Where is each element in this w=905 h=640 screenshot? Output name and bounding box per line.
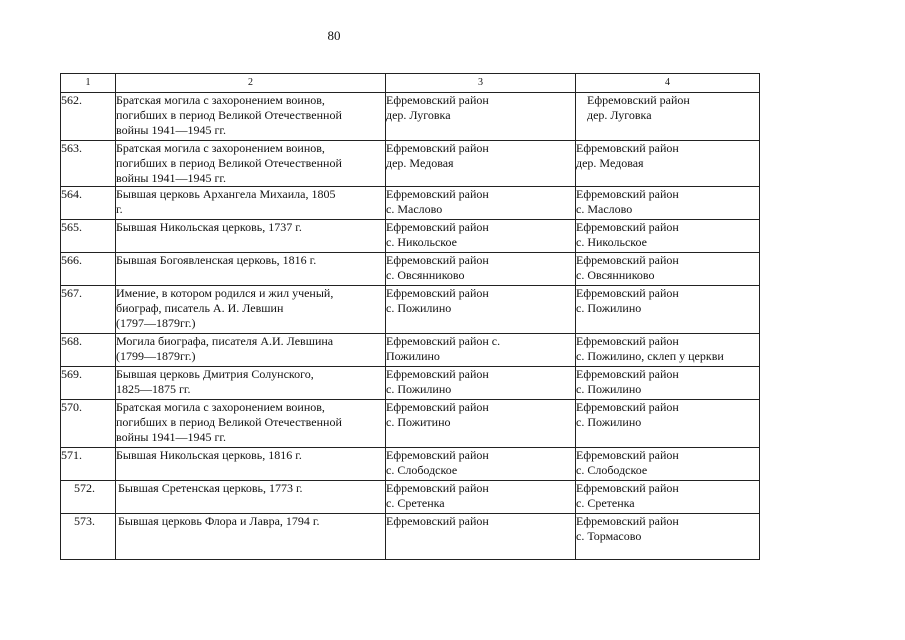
district-cell [386,253,576,286]
monument-name [116,448,386,481]
row-number: 568. [61,334,116,367]
district-cell-line: с. Пожилино [386,301,452,315]
location-cell-line: Ефремовский район [576,481,679,495]
district-cell [386,286,576,334]
table-row [61,93,760,141]
location-cell [576,253,760,286]
monument-name-line: Бывшая церковь Флора и Лавра, 1794 г. [118,514,320,528]
monument-name [116,286,386,334]
table-row [61,448,760,481]
monument-name [116,141,386,187]
monument-name [116,400,386,448]
location-cell-line: Ефремовский район [576,220,679,234]
table-row [61,220,760,253]
district-cell-line: Ефремовский район [386,141,489,155]
location-cell-line: с. Тормасово [576,529,642,543]
location-cell [576,400,760,448]
district-cell [386,514,576,560]
location-cell-line: Ефремовский район [576,400,679,414]
district-cell-line: с. Маслово [386,202,443,216]
location-cell [576,367,760,400]
district-cell-line: с. Слободское [386,463,458,477]
row-number: 573. [61,514,116,560]
monument-name [116,514,386,560]
monument-name [116,253,386,286]
monument-name-line: Братская могила с захоронением воинов, [116,141,325,155]
monument-name [116,93,386,141]
district-cell [386,93,576,141]
monument-name-line: Имение, в котором родился и жил ученый, [116,286,334,300]
location-cell-line: Ефремовский район [576,367,679,381]
monument-name-line: (1797—1879гг.) [116,316,196,330]
district-cell-line: Ефремовский район [386,400,489,414]
location-cell-line: дер. Медовая [576,156,644,170]
district-cell-line: Ефремовский район [386,481,489,495]
location-cell-line: с. Пожилино, склеп у церкви [576,349,724,363]
monument-name-line: Бывшая Богоявленская церковь, 1816 г. [116,253,317,267]
monument-name [116,334,386,367]
district-cell-line: Ефремовский район [386,253,489,267]
monument-name [116,187,386,220]
district-cell [386,187,576,220]
district-cell-line: Ефремовский район [386,514,489,528]
monument-name-line: Бывшая Никольская церковь, 1816 г. [116,448,302,462]
location-cell [576,514,760,560]
location-cell-line: Ефремовский район [576,514,679,528]
monument-name [116,367,386,400]
location-cell-line: с. Маслово [576,202,633,216]
monument-name-line: 1825—1875 гг. [116,382,191,396]
location-cell [576,220,760,253]
district-cell-line: с. Пожитино [386,415,451,429]
monument-name-line: (1799—1879гг.) [116,349,196,363]
location-cell-line: Ефремовский район [576,448,679,462]
district-cell [386,481,576,514]
monument-name-line: погибших в период Великой Отечественной [116,415,342,429]
location-cell-line: дер. Луговка [587,108,652,122]
column-header: 3 [386,74,576,93]
column-header: 1 [61,74,116,93]
location-cell-line: с. Овсянниково [576,268,655,282]
location-cell-line: Ефремовский район [587,93,690,107]
district-cell [386,220,576,253]
row-number: 564. [61,187,116,220]
location-cell-line: Ефремовский район [576,286,679,300]
monument-name [116,220,386,253]
row-number: 569. [61,367,116,400]
location-cell-line: Ефремовский район [576,253,679,267]
district-cell [386,141,576,187]
monument-name-line: Братская могила с захоронением воинов, [116,400,325,414]
monument-name-line: Могила биографа, писателя А.И. Левшина [116,334,334,348]
monument-name-line: Бывшая церковь Архангела Михаила, 1805 [116,187,336,201]
table-row [61,286,760,334]
location-cell-line: с. Слободское [576,463,648,477]
district-cell-line: Ефремовский район [386,448,489,462]
monument-name-line: погибших в период Великой Отечественной [116,156,342,170]
district-cell [386,367,576,400]
location-cell-line: с. Пожилино [576,382,642,396]
table-row [61,141,760,187]
location-cell [576,286,760,334]
location-cell-line: с. Пожилино [576,301,642,315]
district-cell-line: Пожилино [386,349,440,363]
table-row [61,481,760,514]
location-cell [576,93,760,141]
location-cell [576,141,760,187]
district-cell-line: дер. Луговка [386,108,451,122]
location-cell-line: с. Пожилино [576,415,642,429]
table-row [61,334,760,367]
monument-name-line: Бывшая Сретенская церковь, 1773 г. [118,481,303,495]
table-row [61,400,760,448]
row-number: 565. [61,220,116,253]
location-cell-line: с. Сретенка [576,496,635,510]
heritage-registry-table [60,73,760,560]
monument-name-line: Бывшая Никольская церковь, 1737 г. [116,220,302,234]
monument-name-line: погибших в период Великой Отечественной [116,108,342,122]
district-cell [386,334,576,367]
row-number: 562. [61,93,116,141]
district-cell-line: Ефремовский район [386,286,489,300]
district-cell-line: Ефремовский район [386,220,489,234]
district-cell-line: с. Сретенка [386,496,445,510]
district-cell-line: Ефремовский район [386,367,489,381]
monument-name-line: войны 1941—1945 гг. [116,123,226,137]
table-row [61,514,760,560]
monument-name-line: войны 1941—1945 гг. [116,430,226,444]
location-cell-line: Ефремовский район [576,334,679,348]
district-cell-line: дер. Медовая [386,156,454,170]
table-row [61,187,760,220]
column-header: 4 [576,74,760,93]
location-cell [576,481,760,514]
column-header: 2 [116,74,386,93]
table-row [61,367,760,400]
district-cell-line: Ефремовский район [386,187,489,201]
monument-name [116,481,386,514]
row-number: 567. [61,286,116,334]
location-cell-line: Ефремовский район [576,141,679,155]
monument-name-line: Братская могила с захоронением воинов, [116,93,325,107]
location-cell-line: Ефремовский район [576,187,679,201]
table-row [61,253,760,286]
district-cell [386,400,576,448]
district-cell-line: Ефремовский район [386,93,489,107]
monument-name-line: Бывшая церковь Дмитрия Солунского, [116,367,314,381]
monument-name-line: биограф, писатель А. И. Левшин [116,301,284,315]
district-cell-line: с. Овсянниково [386,268,465,282]
row-number: 566. [61,253,116,286]
row-number: 563. [61,141,116,187]
column-header-row [61,74,760,93]
row-number: 570. [61,400,116,448]
location-cell [576,448,760,481]
location-cell [576,187,760,220]
location-cell-line: с. Никольское [576,235,647,249]
district-cell-line: Ефремовский район с. [386,334,501,348]
monument-name-line: г. [116,202,123,216]
location-cell [576,334,760,367]
table-body [61,74,760,560]
page-number: 80 [327,28,341,43]
row-number: 572. [61,481,116,514]
row-number: 571. [61,448,116,481]
district-cell [386,448,576,481]
monument-name-line: войны 1941—1945 гг. [116,171,226,185]
district-cell-line: с. Пожилино [386,382,452,396]
district-cell-line: с. Никольское [386,235,457,249]
